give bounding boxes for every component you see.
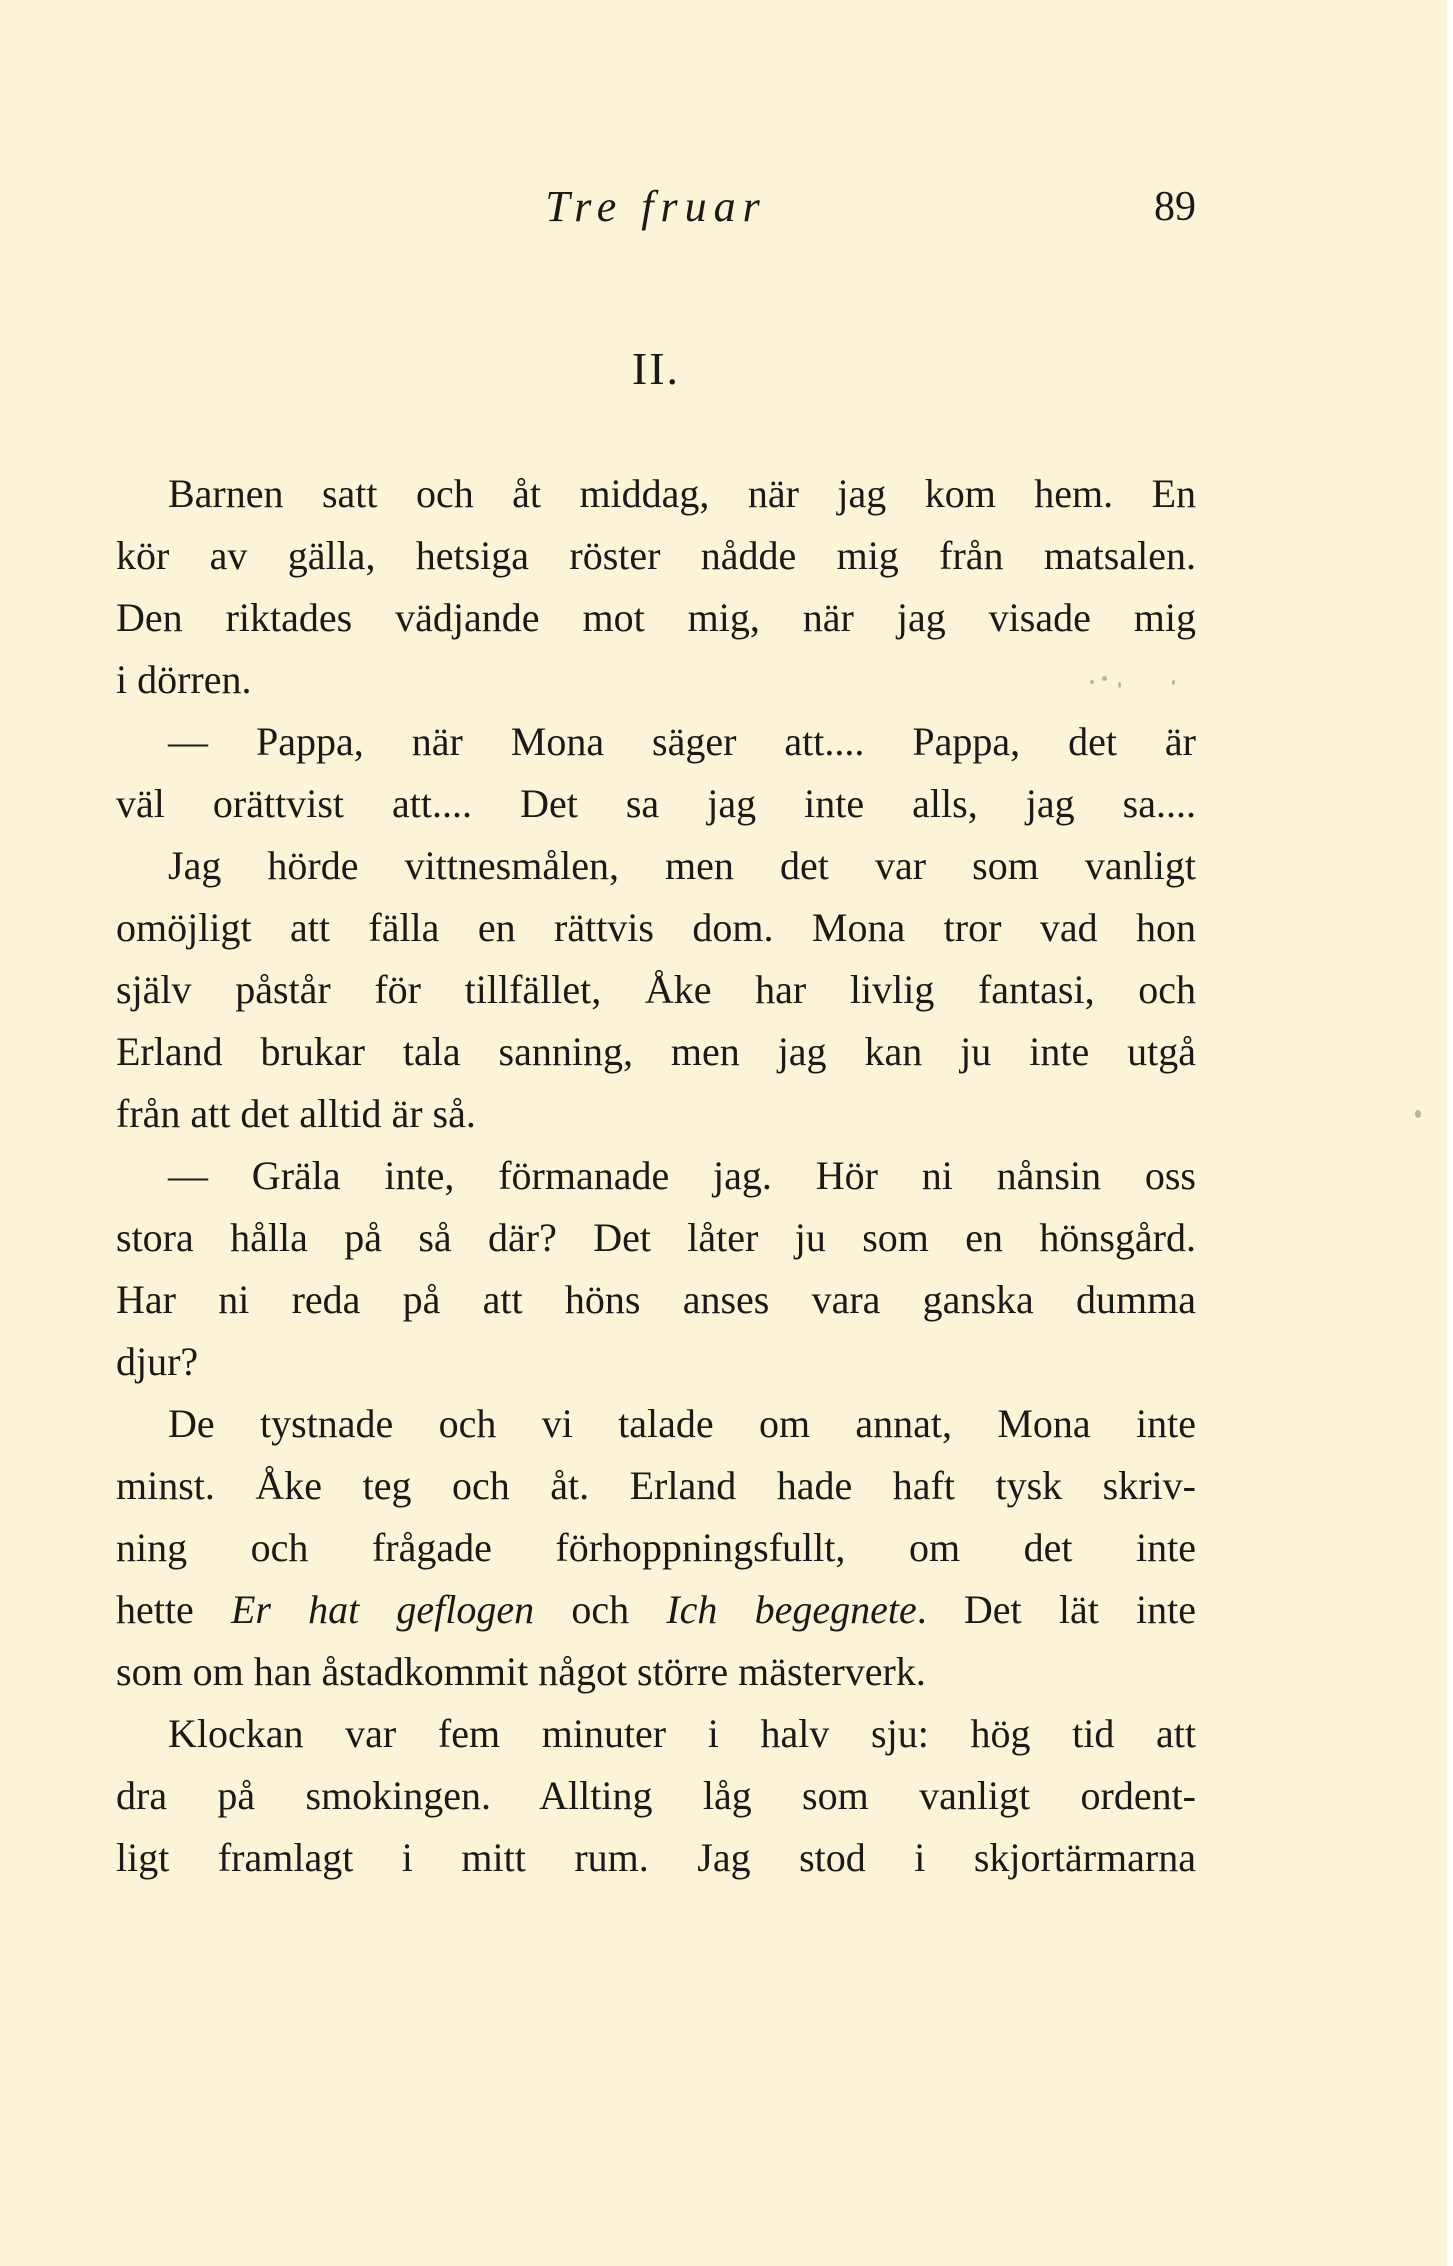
paper-speck — [1415, 1110, 1421, 1118]
text-line — [116, 1083, 1196, 1145]
page-number: 89 — [1154, 184, 1196, 230]
text-line-content: — Pappa, när Mona säger att.... Pappa, det är — [168, 719, 1196, 764]
text-line-content: från att det alltid är så. — [116, 1091, 476, 1136]
text-line — [116, 1827, 1196, 1889]
body-text — [116, 463, 1196, 1889]
text-line-content: dra på smokingen. Allting låg som vanligt ordent- — [116, 1773, 1196, 1818]
text-line-content: Den riktades vädjande mot mig, när jag visade mig — [116, 595, 1196, 640]
text-line — [116, 1145, 1196, 1207]
paper-speck — [1090, 680, 1094, 684]
text-line-content: Har ni reda på att höns anses vara ganska dumma — [116, 1277, 1196, 1322]
text-line-content: själv påstår för tillfället, Åke har livlig fantasi, och — [116, 967, 1196, 1012]
section-heading: II. — [631, 343, 681, 394]
running-title: Tre fruar — [545, 182, 767, 231]
text-line-content: . Det lät inte — [916, 1587, 1197, 1632]
text-line-content: Barnen satt och åt middag, när jag kom hem. En — [168, 471, 1196, 516]
running-head — [116, 172, 1196, 242]
text-line-content: Jag hörde vittnesmålen, men det var som vanligt — [168, 843, 1196, 888]
text-line — [116, 1517, 1196, 1579]
text-line — [116, 773, 1196, 835]
text-line — [116, 1269, 1196, 1331]
text-line — [116, 649, 1196, 711]
text-line-content: omöjligt att fälla en rättvis dom. Mona tror vad hon — [116, 905, 1196, 950]
text-line-content: som om han åstadkommit något större mästerverk. — [116, 1649, 926, 1694]
text-line-content: och — [534, 1587, 667, 1632]
text-line-content: De tystnade och vi talade om annat, Mona inte — [168, 1401, 1196, 1446]
text-line — [116, 835, 1196, 897]
text-line-content: minst. Åke teg och åt. Erland hade haft tysk skriv- — [116, 1463, 1196, 1508]
text-line-content: Erland brukar tala sanning, men jag kan ju inte utgå — [116, 1029, 1196, 1074]
text-line — [116, 1207, 1196, 1269]
text-line — [116, 1331, 1196, 1393]
paper-speck — [1172, 680, 1175, 685]
text-line-content: kör av gälla, hetsiga röster nådde mig från matsalen. — [116, 533, 1196, 578]
italic-phrase: Er hat geflogen — [230, 1587, 535, 1632]
text-line — [116, 1579, 1196, 1641]
text-line — [116, 711, 1196, 773]
text-line-content: stora hålla på så där? Det låter ju som en hönsgård. — [116, 1215, 1196, 1260]
text-line — [116, 897, 1196, 959]
text-line-content: ligt framlagt i mitt rum. Jag stod i skjortärmarna — [116, 1835, 1196, 1880]
text-line — [116, 1765, 1196, 1827]
text-line — [116, 1455, 1196, 1517]
text-line — [116, 587, 1196, 649]
text-line-content: djur? — [116, 1339, 199, 1384]
italic-phrase: Ich begegnete — [666, 1587, 917, 1632]
text-line — [116, 525, 1196, 587]
text-line-content: i dörren. — [116, 657, 252, 702]
text-line-content: — Gräla inte, förmanade jag. Hör ni nånsin oss — [168, 1153, 1196, 1198]
paper-speck — [1102, 676, 1107, 681]
text-line-content: ning och frågade förhoppningsfullt, om det inte — [116, 1525, 1196, 1570]
text-line — [116, 1393, 1196, 1455]
text-line — [116, 959, 1196, 1021]
text-line — [116, 1703, 1196, 1765]
page-edge — [1447, 0, 1453, 2266]
text-line-content: väl orättvist att.... Det sa jag inte alls, jag sa.... — [116, 781, 1196, 826]
text-line-content: hette — [116, 1587, 231, 1632]
text-line-content: Klockan var fem minuter i halv sju: hög tid att — [168, 1711, 1196, 1756]
text-line — [116, 463, 1196, 525]
paper-speck — [1118, 682, 1121, 688]
text-line — [116, 1021, 1196, 1083]
text-line — [116, 1641, 1196, 1703]
